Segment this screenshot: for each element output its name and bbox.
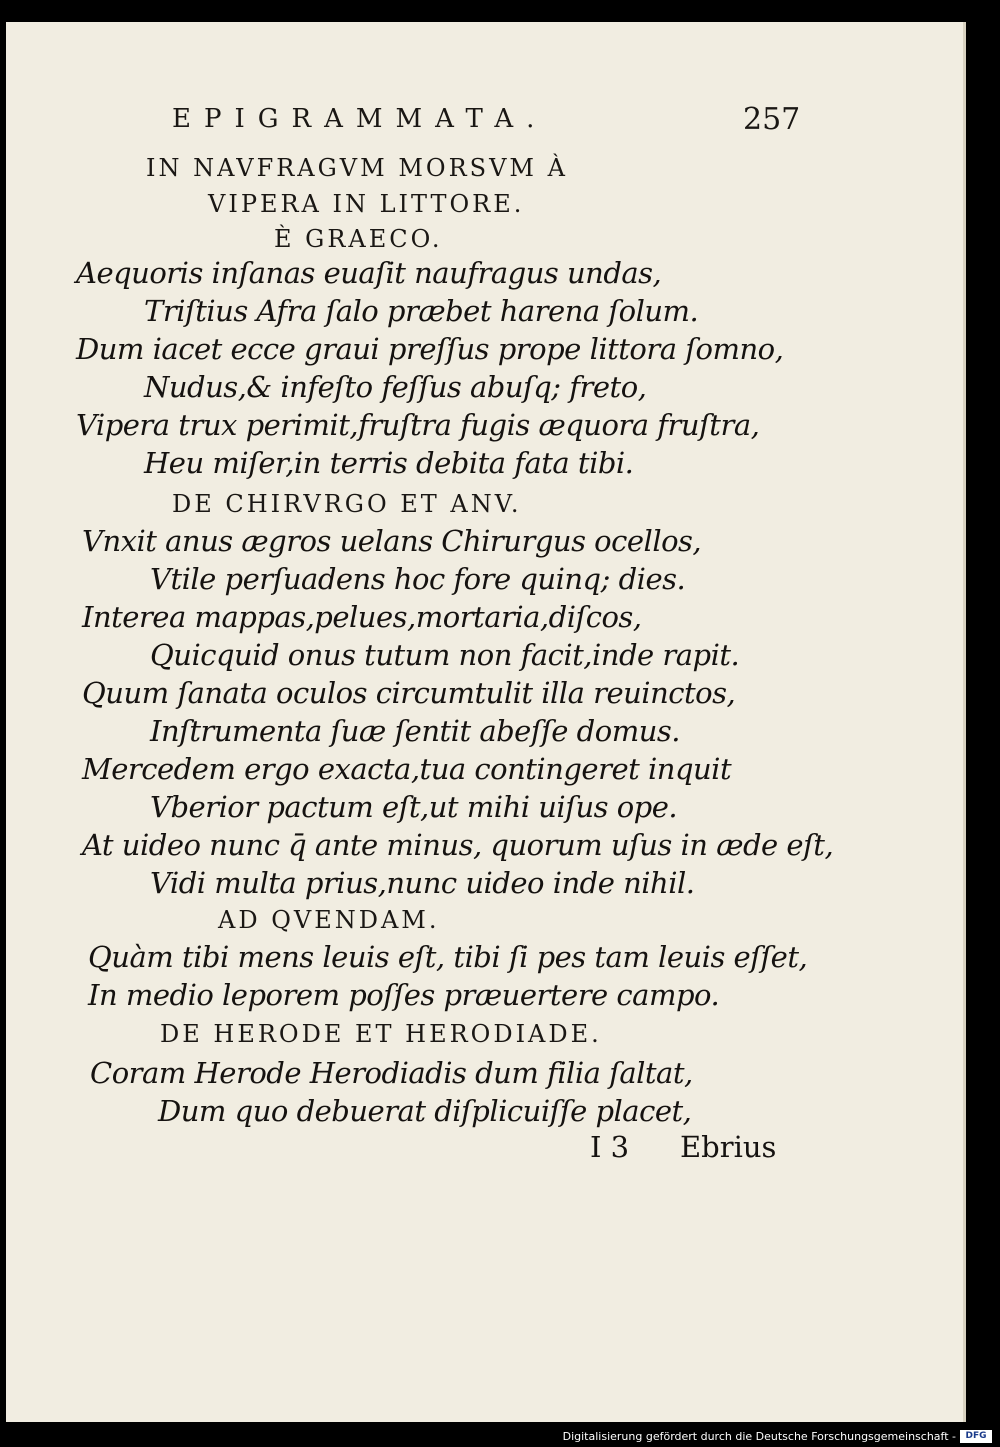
book-page — [6, 22, 966, 1422]
verse-line: In medio leporem poſſes præuertere campo. — [88, 978, 720, 1012]
verse-line: Quum ſanata oculos circumtulit illa reuinctos, — [82, 676, 736, 710]
verse-line: Dum iacet ecce graui preſſus prope littora ſomno, — [76, 332, 784, 366]
verse-line: Triſtius Afra ſalo præbet harena ſolum. — [144, 294, 699, 328]
section-title: AD QVENDAM. — [218, 906, 440, 934]
section-title: VIPERA IN LITTORE. — [208, 190, 525, 218]
footer-credit: Digitalisierung gefördert durch die Deutsche Forschungsgemeinschaft - — [562, 1430, 956, 1443]
verse-line: Vidi multa prius,nunc uideo inde nihil. — [150, 866, 695, 900]
verse-line: Quàm tibi mens leuis eſt, tibi ſi pes tam leuis eſſet, — [88, 940, 808, 974]
running-title: EPIGRAMMATA. — [172, 104, 548, 134]
page-number: 257 — [743, 102, 801, 137]
verse-line: Nudus,& infeſto feſſus abuſq; freto, — [144, 370, 647, 404]
section-title: DE CHIRVRGO ET ANV. — [172, 490, 522, 518]
catchword: Ebrius — [680, 1130, 777, 1164]
verse-line: Vberior pactum eſt,ut mihi uiſus ope. — [150, 790, 678, 824]
verse-line: Inſtrumenta ſuæ ſentit abeſſe domus. — [150, 714, 680, 748]
verse-line: Vipera trux perimit,fruſtra fugis æquora fruſtra, — [76, 408, 760, 442]
verse-line: Mercedem ergo exacta,tua contingeret inquit — [82, 752, 732, 786]
section-title: È GRAECO. — [274, 225, 443, 253]
verse-line: Dum quo debuerat diſplicuiſſe placet, — [158, 1094, 692, 1128]
verse-line: Aequoris inſanas euaſit naufragus undas, — [76, 256, 662, 290]
verse-line: Quicquid onus tutum non facit,inde rapit. — [150, 638, 740, 672]
section-title: IN NAVFRAGVM MORSVM À — [146, 154, 568, 182]
verse-line: Coram Herode Herodiadis dum filia ſaltat, — [90, 1056, 693, 1090]
section-title: DE HERODE ET HERODIADE. — [160, 1020, 602, 1048]
verse-line: At uideo nunc q̄ ante minus, quorum uſus in æde eſt, — [82, 828, 834, 862]
verse-line: Heu miſer,in terris debita fata tibi. — [144, 446, 634, 480]
verse-line: Vnxit anus ægros uelans Chirurgus ocellos, — [82, 524, 702, 558]
signature-mark: I 3 — [590, 1130, 630, 1164]
verse-line: Interea mappas,pelues,mortaria,diſcos, — [82, 600, 642, 634]
verse-line: Vtile perſuadens hoc fore quinq; dies. — [150, 562, 686, 596]
dfg-logo: DFG — [960, 1430, 992, 1443]
